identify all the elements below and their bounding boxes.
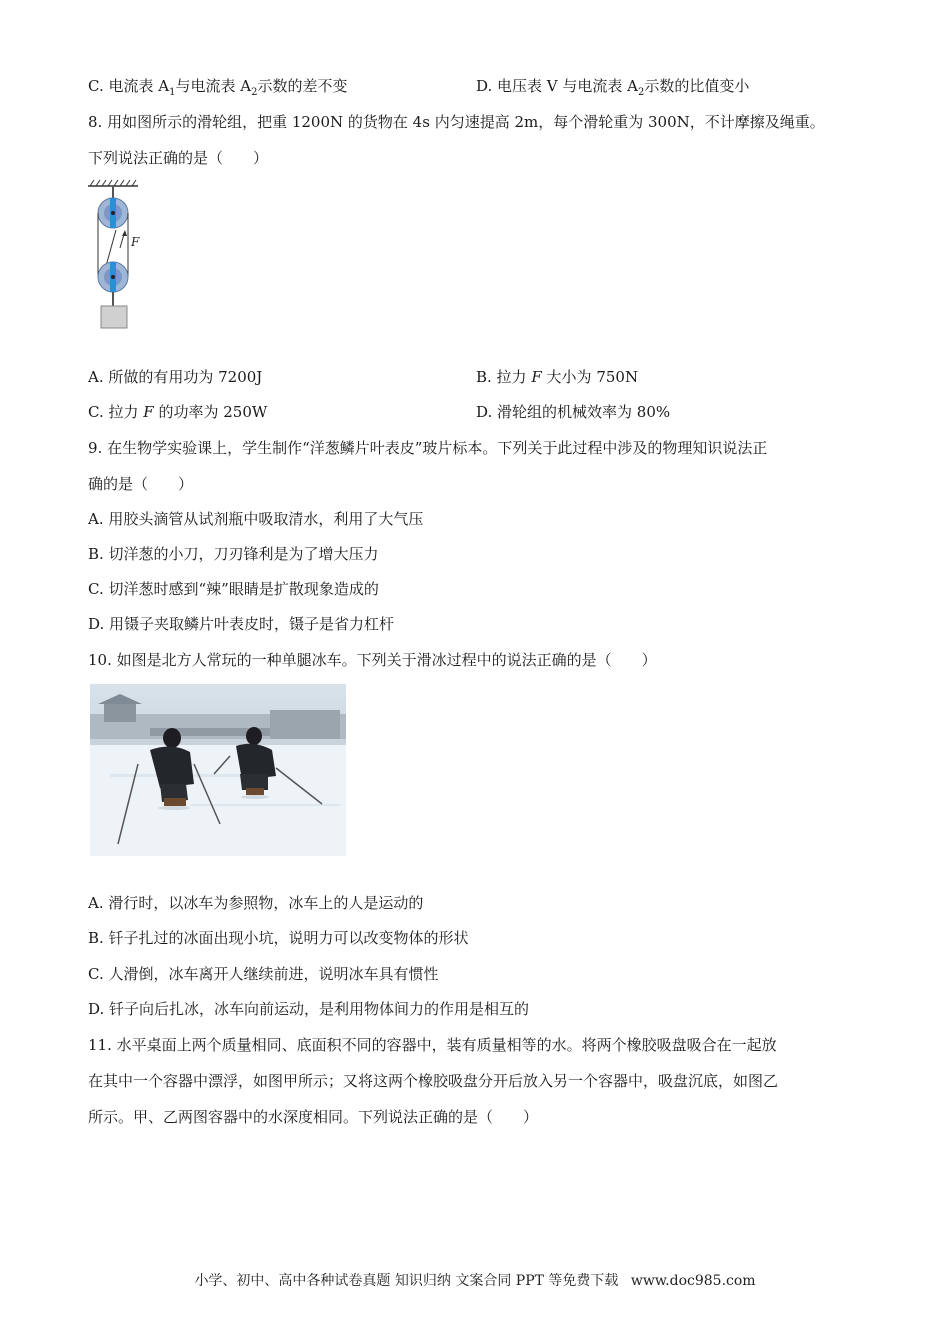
q9-option-d: D. 用镊子夹取鳞片叶表皮时，镊子是省力杠杆 <box>88 615 395 633</box>
q8-option-b: B. 拉力 F 大小为 750N <box>476 368 639 386</box>
q10-option-a: A. 滑行时，以冰车为参照物，冰车上的人是运动的 <box>88 894 424 912</box>
q9-stem-line2: 确的是（ ） <box>88 475 194 493</box>
q7-option-d: D. 电压表 V 与电流表 $A_2$示数的比值变小 <box>476 77 750 98</box>
q8-option-c: C. 拉力 F 的功率为 250W <box>88 403 268 421</box>
q10-option-b: B. 钎子扎过的冰面出现小坑，说明力可以改变物体的形状 <box>88 929 469 947</box>
q7-option-c: C. 电流表 $A_1$与电流表 $A_2$示数的差不变 <box>88 77 348 98</box>
q10-option-c: C. 人滑倒，冰车离开人继续前进，说明冰车具有惯性 <box>88 965 439 983</box>
q9-option-c: C. 切洋葱时感到“辣”眼睛是扩散现象造成的 <box>88 580 379 598</box>
q9-option-a: A. 用胶头滴管从试剂瓶中吸取清水，利用了大气压 <box>88 510 424 528</box>
ice-sled-photo <box>90 684 346 856</box>
q10-option-d: D. 钎子向后扎冰，冰车向前运动，是利用物体间力的作用是相互的 <box>88 1000 530 1018</box>
pulley-system-figure <box>88 178 148 334</box>
q11-stem-line3: 所示。甲、乙两图容器中的水深度相同。下列说法正确的是（ ） <box>88 1108 539 1126</box>
q11-stem-line2: 在其中一个容器中漂浮，如图甲所示；又将这两个橡胶吸盘分开后放入另一个容器中，吸盘沉底，如图乙 <box>88 1072 779 1090</box>
q11-stem-line1: 11. 水平桌面上两个质量相同、底面积不同的容器中，装有质量相等的水。将两个橡胶吸盘吸合在一起放 <box>88 1036 777 1054</box>
q8-option-d: D. 滑轮组的机械效率为 80% <box>476 403 671 421</box>
footer-link[interactable]: www.doc985.com <box>630 1273 756 1289</box>
q8-stem-line2: 下列说法正确的是（ ） <box>88 149 269 167</box>
force-label: F <box>131 235 140 249</box>
q8-stem-line1: 8. 用如图所示的滑轮组，把重 1200N 的货物在 4s 内匀速提高 2m，每个滑轮重为 300N，不计摩擦及绳重。 <box>88 113 825 131</box>
q9-option-b: B. 切洋葱的小刀，刀刃锋利是为了增大压力 <box>88 545 379 563</box>
page-footer <box>0 1270 950 1290</box>
q9-stem-line1: 9. 在生物学实验课上，学生制作“洋葱鳞片叶表皮”玻片标本。下列关于此过程中涉及的物理知识说法正 <box>88 439 768 457</box>
q10-stem: 10. 如图是北方人常玩的一种单腿冰车。下列关于滑冰过程中的说法正确的是（ ） <box>88 651 657 669</box>
footer-text: 小学、初中、高中各种试卷真题 知识归纳 文案合同 PPT 等免费下载 <box>194 1273 619 1289</box>
q8-option-a: A. 所做的有用功为 7200J <box>88 368 263 386</box>
